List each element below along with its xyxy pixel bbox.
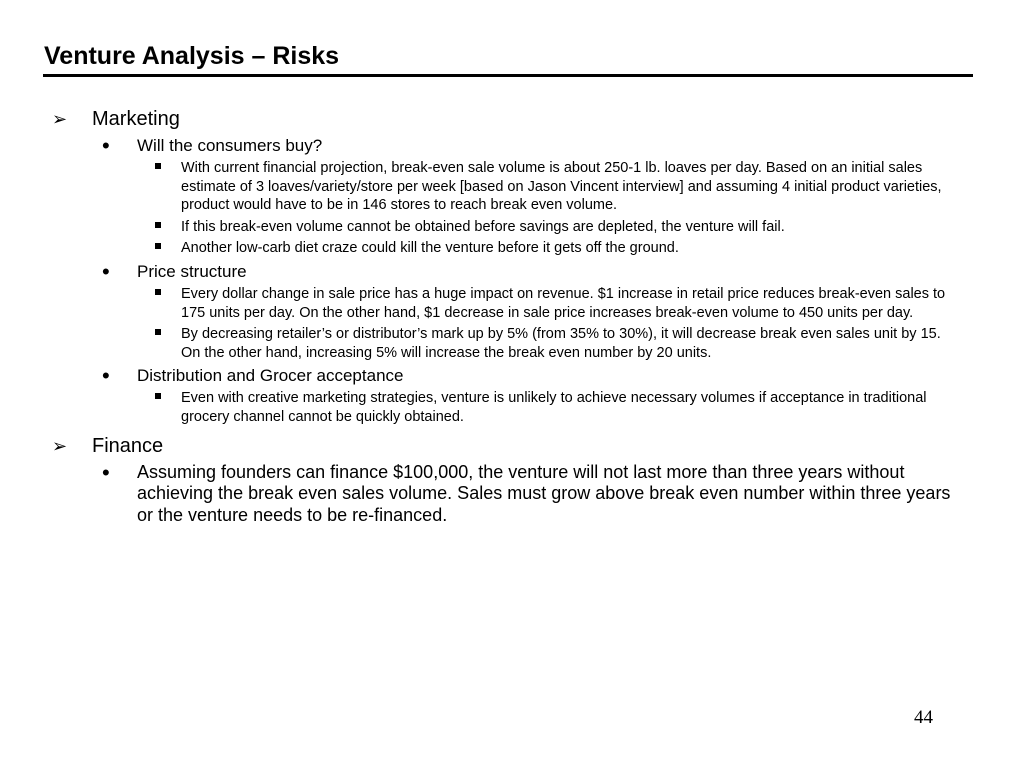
bullet-item bbox=[92, 258, 962, 362]
arrow-bullet-icon: ➢ bbox=[52, 435, 68, 456]
square-bullet-icon bbox=[155, 243, 161, 249]
bullet-item bbox=[92, 459, 962, 527]
square-bullet-icon bbox=[155, 163, 161, 169]
sub-bullet-item bbox=[137, 389, 962, 426]
bullet-list bbox=[92, 135, 962, 427]
sub-bullet-item bbox=[137, 159, 962, 215]
bullet-text: Price structure bbox=[137, 261, 247, 281]
sub-bullet-list bbox=[137, 285, 962, 362]
sub-bullet-text: Another low-carb diet craze could kill the venture before it gets off the ground. bbox=[181, 240, 679, 257]
sub-bullet-text: By decreasing retailer’s or distributor’s mark up by 5% (from 35% to 30%), it will decrease break even sales unit by 15. On the other hand, increasing 5% will increase the break even number by 20 units. bbox=[181, 326, 941, 361]
arrow-bullet-icon: ➢ bbox=[52, 109, 68, 129]
title-underline bbox=[43, 74, 973, 77]
bullet-item bbox=[92, 365, 962, 426]
section-heading: Marketing bbox=[92, 108, 180, 130]
sub-bullet-item bbox=[137, 239, 962, 258]
page-number: 44 bbox=[914, 707, 933, 728]
sub-bullet-item bbox=[137, 325, 962, 362]
slide-title: Venture Analysis – Risks bbox=[44, 42, 340, 70]
round-bullet-icon: • bbox=[102, 363, 110, 389]
sub-bullet-text: Every dollar change in sale price has a huge impact on revenue. $1 increase in retail price reduces break-even sales to 175 units per day. On the other hand, $1 decrease in sale price increases break-even volume to 450 units per day. bbox=[181, 285, 946, 321]
sub-bullet-item bbox=[137, 285, 962, 322]
sub-bullet-text: Even with creative marketing strategies, venture is unlikely to achieve necessary volumes if acceptance in traditional grocery channel cannot be quickly obtained. bbox=[181, 390, 927, 425]
slide-content bbox=[52, 106, 962, 526]
section-marketing bbox=[52, 106, 962, 427]
round-bullet-icon: • bbox=[102, 258, 110, 284]
square-bullet-icon bbox=[155, 222, 161, 228]
sub-bullet-item bbox=[137, 218, 962, 237]
round-bullet-icon: • bbox=[102, 133, 110, 158]
square-bullet-icon bbox=[155, 329, 161, 335]
square-bullet-icon bbox=[155, 289, 161, 295]
bullet-text: Will the consumers buy? bbox=[137, 136, 323, 155]
bullet-text: Assuming founders can finance $100,000, the venture will not last more than three years without achieving the break even sales volume. Sales must grow above break even number within three years or the venture needs to be re-financed. bbox=[137, 461, 951, 525]
section-finance bbox=[52, 433, 962, 527]
bullet-text: Distribution and Grocer acceptance bbox=[137, 366, 404, 386]
sub-bullet-list bbox=[137, 389, 962, 426]
bullet-item bbox=[92, 135, 962, 258]
bullet-list bbox=[92, 459, 962, 527]
sub-bullet-text: With current financial projection, break-even sale volume is about 250-1 lb. loaves per day. Based on an initial sales estimate of 3 loaves/variety/store per week [based on Jason Vincent interview] and assuming 4 initial product varieties, product would have to be in 146 stores to reach break even volume. bbox=[181, 160, 942, 214]
sub-bullet-list bbox=[137, 159, 962, 258]
sub-bullet-text: If this break-even volume cannot be obtained before savings are depleted, the venture will fail. bbox=[181, 218, 785, 235]
round-bullet-icon: • bbox=[102, 459, 110, 485]
section-heading: Finance bbox=[92, 434, 164, 457]
square-bullet-icon bbox=[155, 393, 161, 399]
